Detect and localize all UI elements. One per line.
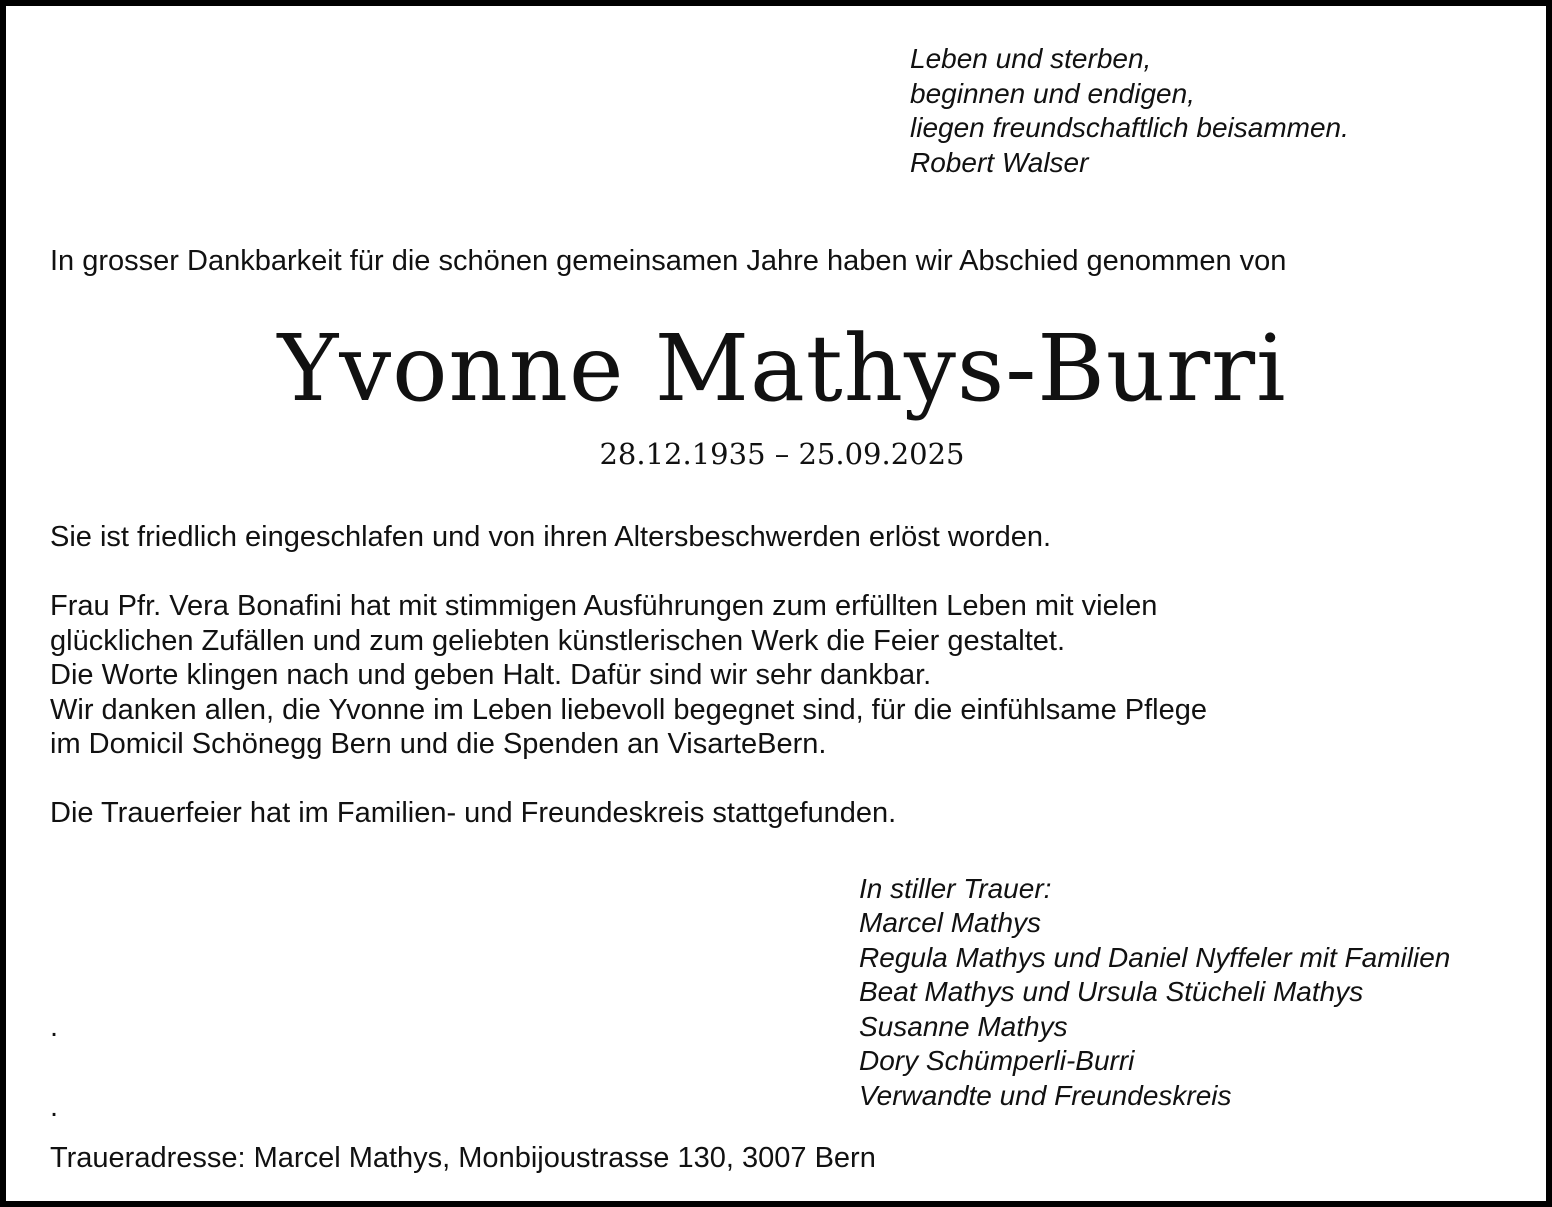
- mourner-name: Dory Schümperli-Burri: [859, 1045, 1135, 1076]
- mourner-name: Marcel Mathys: [859, 907, 1042, 938]
- quote-author: Robert Walser: [910, 147, 1089, 178]
- quote-line: beginnen und endigen,: [910, 78, 1195, 109]
- quote-line: liegen freundschaftlich beisammen.: [910, 112, 1349, 143]
- mourners-heading: In stiller Trauer:: [859, 873, 1052, 904]
- paragraph-ceremony: Die Trauerfeier hat im Familien- und Freundeskreis stattgefunden.: [50, 797, 897, 829]
- paragraph-thanks-line: im Domicil Schönegg Bern und die Spenden an VisarteBern.: [50, 728, 827, 760]
- dot-mark: .: [50, 1091, 59, 1123]
- paragraph-peaceful: Sie ist friedlich eingeschlafen und von ihren Altersbeschwerden erlöst worden.: [50, 521, 1052, 553]
- life-dates: 28.12.1935 – 25.09.2025: [599, 437, 965, 471]
- mourner-name: Susanne Mathys: [859, 1011, 1068, 1042]
- mourner-name: Regula Mathys und Daniel Nyffeler mit Familien: [859, 942, 1451, 973]
- mourner-name: Beat Mathys und Ursula Stücheli Mathys: [859, 976, 1364, 1007]
- mourner-name: Verwandte und Freundeskreis: [859, 1080, 1232, 1111]
- paragraph-thanks-line: Frau Pfr. Vera Bonafini hat mit stimmigen Ausführungen zum erfüllten Leben mit vielen: [50, 590, 1158, 622]
- paragraph-thanks-line: Wir danken allen, die Yvonne im Leben liebevoll begegnet sind, für die einfühlsame Pflege: [50, 694, 1207, 726]
- intro-text: In grosser Dankbarkeit für die schönen gemeinsamen Jahre haben wir Abschied genommen von: [50, 245, 1287, 277]
- mourning-address: Traueradresse: Marcel Mathys, Monbijoustrasse 130, 3007 Bern: [50, 1142, 876, 1174]
- dot-mark: .: [50, 1011, 59, 1043]
- paragraph-thanks-line: Die Worte klingen nach und geben Halt. Dafür sind wir sehr dankbar.: [50, 659, 932, 691]
- paragraph-thanks-line: glücklichen Zufällen und zum geliebten künstlerischen Werk die Feier gestaltet.: [50, 625, 1065, 657]
- quote-line: Leben und sterben,: [910, 43, 1152, 74]
- deceased-name: Yvonne Mathys-Burri: [277, 315, 1287, 422]
